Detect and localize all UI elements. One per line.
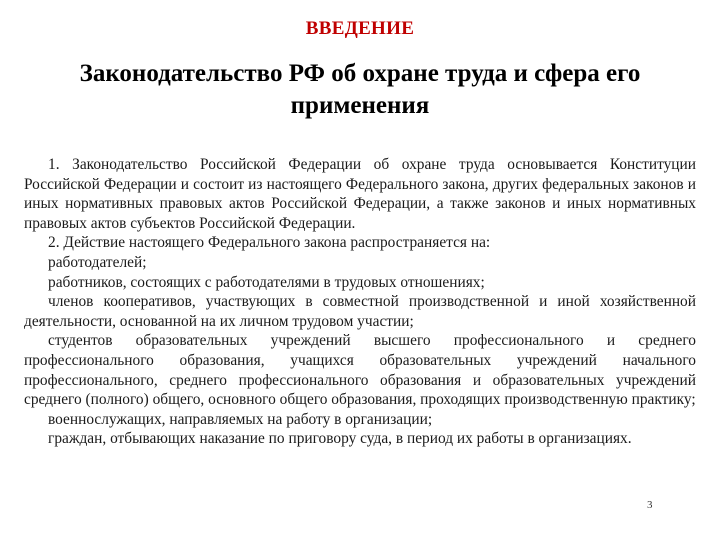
paragraph-3: работодателей;: [48, 253, 147, 271]
paragraph-6: студентов образовательных учреждений высшего профессионального и среднего профессионального образования, учащихся образовательных учреждений начального профессионального, среднего профессионального образования и образовательных учреждений среднего (полного) общего, основного общего образования, проходящих производственную практику;: [24, 332, 696, 409]
slide-title: Законодательство РФ об охране труда и сфера его применения: [79, 60, 641, 119]
paragraph-2: 2. Действие настоящего Федерального закона распространяется на:: [48, 234, 491, 252]
body-text: [24, 155, 696, 449]
paragraph-1: 1. Законодательство Российской Федерации об охране труда основывается Конституции Российской Федерации и состоит из настоящего Федерального закона, других федеральных законов и иных нормативных правовых актов Российской Федерации, а также законов и иных нормативных правовых актов субъектов Российской Федерации.: [24, 156, 696, 232]
paragraph-5: членов кооперативов, участвующих в совместной производственной и иной хозяйственной деятельности, основанной на их личном трудовом участии;: [24, 293, 696, 330]
section-label: ВВЕДЕНИЕ: [305, 18, 415, 39]
page-number: 3: [647, 499, 653, 511]
paragraph-7: военнослужащих, направляемых на работу в организации;: [48, 410, 433, 428]
paragraph-8: граждан, отбывающих наказание по приговору суда, в период их работы в организациях.: [48, 430, 632, 448]
paragraph-4: работников, состоящих с работодателями в трудовых отношениях;: [48, 273, 485, 291]
